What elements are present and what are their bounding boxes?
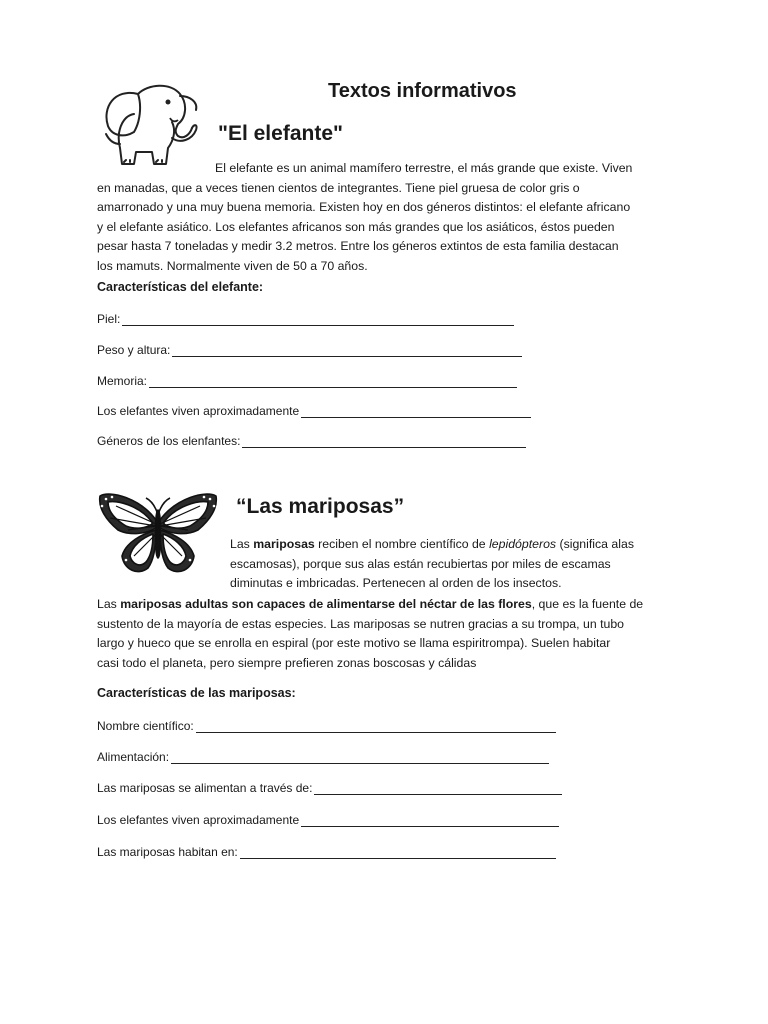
elephant-line: pesar hasta 7 toneladas y medir 3.2 metros. Entre los géneros extintos de esta familia destacan <box>97 239 619 253</box>
answer-line[interactable] <box>301 814 559 827</box>
elephant-paragraph <box>97 159 632 276</box>
butterfly-intro-paragraph <box>230 535 634 594</box>
butterfly-body-line: Las mariposas adultas son capaces de alimentarse del néctar de las flores, que es la fuente de <box>97 597 644 611</box>
butterfly-body-line: casi todo el planeta, pero siempre prefieren zonas boscosas y cálidas <box>97 655 477 670</box>
elephant-line: amarronado y una muy buena memoria. Existen hoy en dos géneros distintos: el elefante africano <box>97 200 631 214</box>
answer-line[interactable] <box>301 405 531 418</box>
field-label: Memoria: <box>97 374 148 388</box>
answer-line[interactable] <box>122 313 514 326</box>
habitat-field[interactable] <box>97 845 556 859</box>
butterfly-intro-line: escamosas), porque sus alas están recubiertas por miles de escamas <box>230 556 611 571</box>
field-label: Piel: <box>97 312 121 326</box>
butterfly-body-line: largo y hueco que se enrolla en espiral (por este motivo se llama espiritrompa). Suelen habitar <box>97 636 611 650</box>
elephant-line: en manadas, que a veces tienen cientos de integrantes. Tiene piel gruesa de color gris o <box>97 180 580 195</box>
butterfly-intro-line: Las mariposas reciben el nombre científico de lepidópteros (significa alas <box>230 537 634 551</box>
field-label: Las mariposas se alimentan a través de: <box>97 781 313 795</box>
elephant-line: los mamuts. Normalmente viven de 50 a 70 años. <box>97 258 368 273</box>
feeding-field[interactable] <box>97 750 549 764</box>
field-label: Las mariposas habitan en: <box>97 845 238 859</box>
elephant-characteristics-heading: Características del elefante: <box>97 280 264 294</box>
memory-field[interactable] <box>97 374 517 388</box>
answer-line[interactable] <box>149 375 517 388</box>
feeding-method-field[interactable] <box>97 781 562 795</box>
answer-line[interactable] <box>242 435 526 448</box>
weight-height-field[interactable] <box>97 343 522 357</box>
answer-line[interactable] <box>171 751 549 764</box>
answer-line[interactable] <box>196 720 556 733</box>
lifespan-field-2[interactable] <box>97 813 559 827</box>
butterfly-characteristics-heading: Características de las mariposas: <box>97 686 296 700</box>
field-label: Los elefantes viven aproximadamente <box>97 404 300 418</box>
butterfly-body-paragraph <box>97 595 643 673</box>
answer-line[interactable] <box>240 846 556 859</box>
butterfly-intro-line: diminutas e imbricadas. Pertenecen al orden de los insectos. <box>230 576 562 590</box>
field-label: Alimentación: <box>97 750 170 764</box>
scientific-name-field[interactable] <box>97 719 556 733</box>
butterfly-body-line: sustento de la mayoría de estas especies. Las mariposas se nutren gracias a su trompa, un tubo <box>97 616 625 631</box>
elephant-line: El elefante es un animal mamífero terrestre, el más grande que existe. Viven <box>215 161 633 175</box>
field-label: Los elefantes viven aproximadamente <box>97 813 300 827</box>
page-title: Textos informativos <box>328 80 517 102</box>
butterfly-icon <box>96 490 220 580</box>
lifespan-field[interactable] <box>97 404 531 418</box>
answer-line[interactable] <box>172 344 522 357</box>
elephant-heading: "El elefante" <box>218 122 343 145</box>
field-label: Géneros de los elenfantes: <box>97 434 241 448</box>
skin-field[interactable] <box>97 312 514 326</box>
field-label: Nombre científico: <box>97 719 194 733</box>
butterfly-heading: “Las mariposas” <box>236 495 405 518</box>
answer-line[interactable] <box>314 782 562 795</box>
elephant-line: y el elefante asiático. Los elefantes africanos son más grandes que los asiáticos, éstos pueden <box>97 219 615 234</box>
genera-field[interactable] <box>97 434 526 448</box>
field-label: Peso y altura: <box>97 343 171 357</box>
